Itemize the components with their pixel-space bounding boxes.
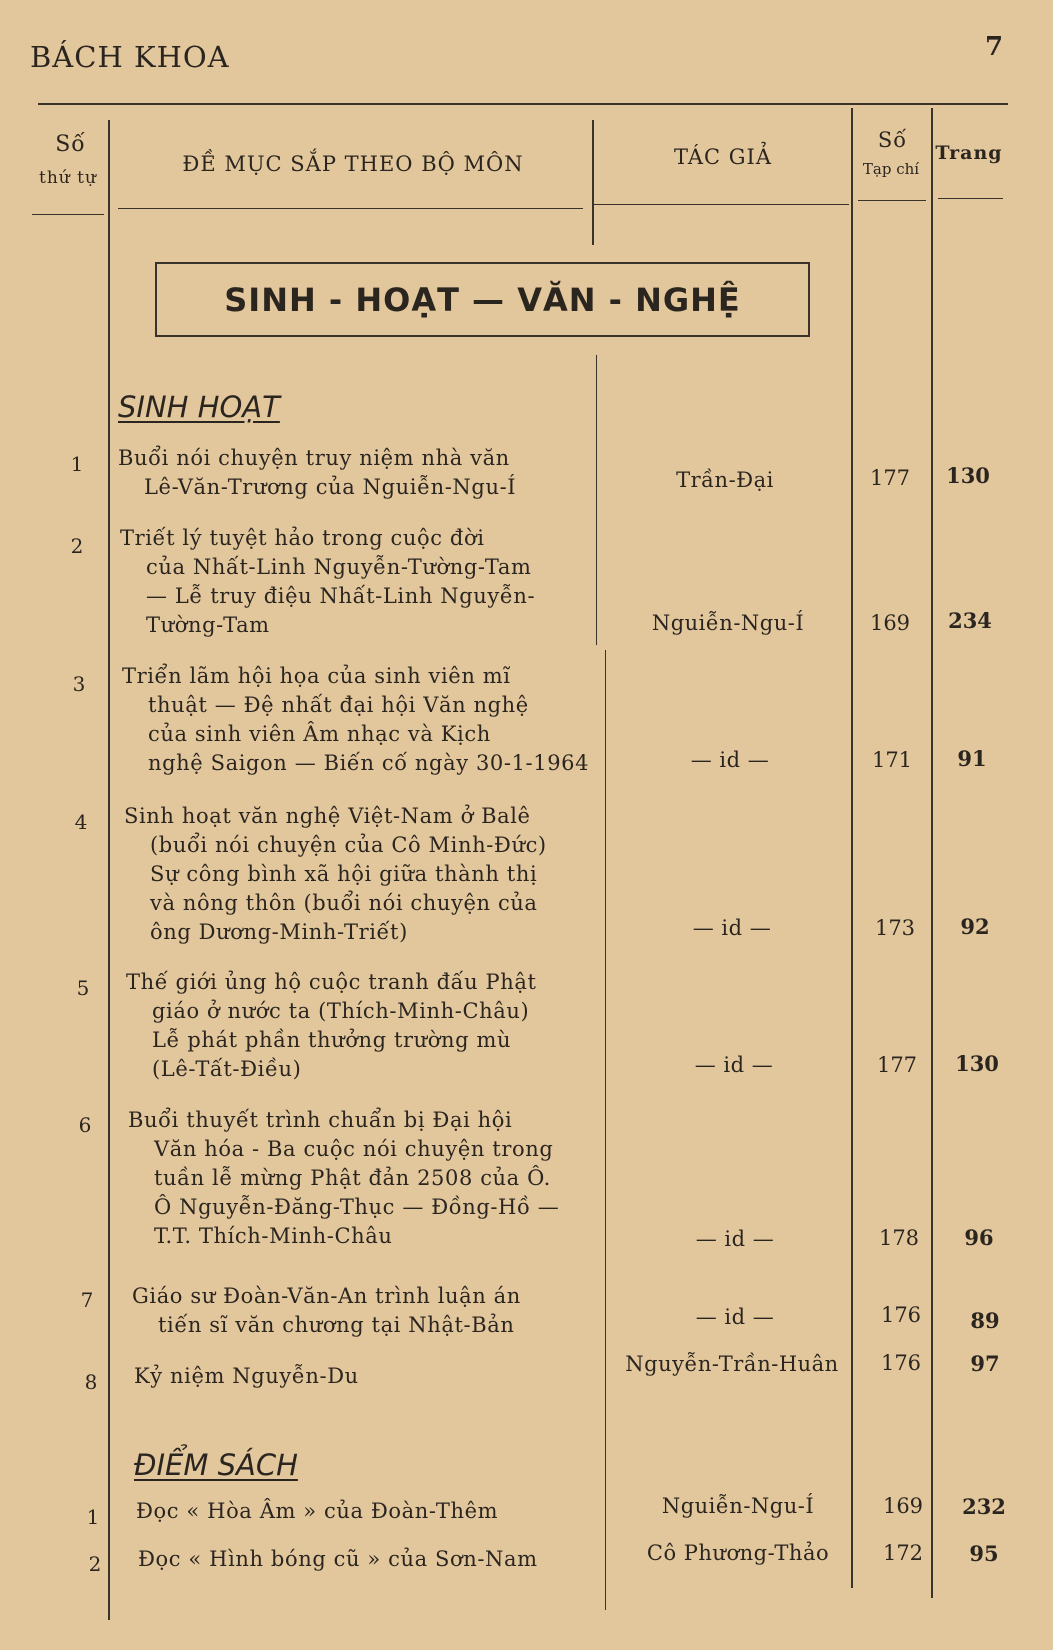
- entry-number: 8: [84, 1370, 98, 1394]
- entry-issue: 172: [882, 1541, 924, 1565]
- header-tac-gia: TÁC GIẢ: [673, 145, 772, 169]
- section-heading-diem-sach: ĐIỂM SÁCH: [134, 1448, 298, 1482]
- entry-number: 6: [78, 1113, 92, 1137]
- entry-title: Thế giới ủng hộ cuộc tranh đấu Phật giáo ở nước ta (Thích-Minh-Châu) Lễ phát phần thưởng trường mù (Lê-Tất-Điều): [126, 970, 537, 1081]
- header-stt-top: Số: [55, 132, 86, 157]
- entry-title: Đọc « Hòa Âm » của Đoàn-Thêm: [136, 1499, 499, 1523]
- header-so-tap-chi-bottom: Tạp chí: [862, 160, 920, 178]
- entry-issue: 169: [882, 1494, 924, 1518]
- entry-title: Buổi nói chuyện truy niệm nhà văn Lê-Văn-Trương của Nguiễn-Ngu-Í: [118, 446, 517, 499]
- entry-page: 92: [960, 914, 990, 939]
- entry-page: 97: [970, 1351, 1000, 1376]
- section-banner: SINH - HOẠT — VĂN - NGHỆ: [155, 262, 810, 337]
- entry-page: 95: [969, 1541, 999, 1566]
- entry-page: 91: [957, 746, 987, 771]
- entry-number: 1: [70, 452, 84, 476]
- section-heading-sinh-hoat: SINH HOẠT: [118, 390, 280, 424]
- entry-issue: 171: [871, 748, 913, 772]
- entry-author: — id —: [695, 1305, 775, 1329]
- entry-author: — id —: [694, 1053, 774, 1077]
- entry-page: 89: [970, 1308, 1000, 1333]
- entry-author: Cô Phương-Thảo: [646, 1541, 830, 1565]
- entry-title: Sinh hoạt văn nghệ Việt-Nam ở Balê (buổi nói chuyện của Cô Minh-Đức) Sự công bình xã hội giữa thành thị và nông thôn (buổi nói chuyện của ông Dương-Minh-Triết): [124, 804, 547, 944]
- entry-author: — id —: [695, 1227, 775, 1251]
- header-underline-3: [592, 204, 849, 205]
- entry-number: 7: [80, 1288, 94, 1312]
- header-underline-2: [118, 208, 583, 209]
- entry-page: 130: [946, 463, 990, 488]
- entry-number: 3: [72, 672, 86, 696]
- entry-title: Đọc « Hình bóng cũ » của Sơn-Nam: [138, 1547, 538, 1571]
- entry-issue: 176: [880, 1303, 922, 1327]
- entry-number: 4: [74, 810, 88, 834]
- entry-number: 2: [88, 1552, 102, 1576]
- entry-issue: 178: [878, 1226, 920, 1250]
- header-underline-5: [938, 198, 1003, 199]
- entry-issue: 177: [869, 466, 911, 490]
- entry-page: 232: [962, 1494, 1006, 1519]
- entry-author: — id —: [692, 916, 772, 940]
- entry-title: Buổi thuyết trình chuẩn bị Đại hội Văn hóa - Ba cuộc nói chuyện trong tuần lễ mừng Phật đản 2508 của Ô. Ô Nguyễn-Đăng-Thục — Đồng-Hồ — T.T. Thích-Minh-Châu: [128, 1108, 560, 1248]
- header-trang: Trang: [935, 142, 1003, 164]
- header-stt-bottom: thứ tự: [39, 168, 97, 188]
- entry-author: — id —: [690, 748, 770, 772]
- magazine-title: BÁCH KHOA: [30, 40, 230, 74]
- table-top-rule: [38, 103, 1008, 105]
- entry-number: 1: [86, 1505, 100, 1529]
- entry-issue: 176: [880, 1351, 922, 1375]
- entry-author: Nguiễn-Ngu-Í: [661, 1494, 815, 1518]
- entry-page: 96: [964, 1225, 994, 1250]
- col-rule-1: [108, 120, 110, 1620]
- entry-page: 130: [955, 1051, 999, 1076]
- entry-author: Nguiễn-Ngu-Í: [651, 611, 805, 635]
- header-underline-1: [32, 214, 104, 215]
- header-de-muc: ĐỀ MỤC SẮP THEO BỘ MÔN: [182, 152, 524, 176]
- header-so-tap-chi-top: Số: [877, 128, 908, 152]
- entry-title: Triển lãm hội họa của sinh viên mĩ thuật — Đệ nhất đại hội Văn nghệ của sinh viên Âm nhạc và Kịch nghệ Saigon — Biến cố ngày 30-1-1964: [122, 664, 590, 775]
- entry-author: Nguyễn-Trần-Huân: [625, 1352, 839, 1376]
- header-underline-4: [858, 200, 926, 201]
- entry-issue: 169: [869, 611, 911, 635]
- col-rule-2: [592, 120, 594, 245]
- entry-page: 234: [948, 608, 992, 633]
- entry-number: 5: [76, 976, 90, 1000]
- entry-issue: 173: [874, 916, 916, 940]
- entry-issue: 177: [876, 1053, 918, 1077]
- entry-title: Triết lý tuyệt hảo trong cuộc đời của Nhất-Linh Nguyễn-Tường-Tam — Lễ truy điệu Nhất-Linh Nguyễn- Tường-Tam: [120, 526, 536, 637]
- entry-title: Kỷ niệm Nguyễn-Du: [134, 1364, 359, 1388]
- entry-author: Trần-Đại: [676, 468, 774, 492]
- entry-title: Giáo sư Đoàn-Văn-An trình luận án tiến sĩ văn chương tại Nhật-Bản: [132, 1284, 521, 1337]
- entry-number: 2: [70, 534, 84, 558]
- page-number: 7: [985, 32, 1004, 62]
